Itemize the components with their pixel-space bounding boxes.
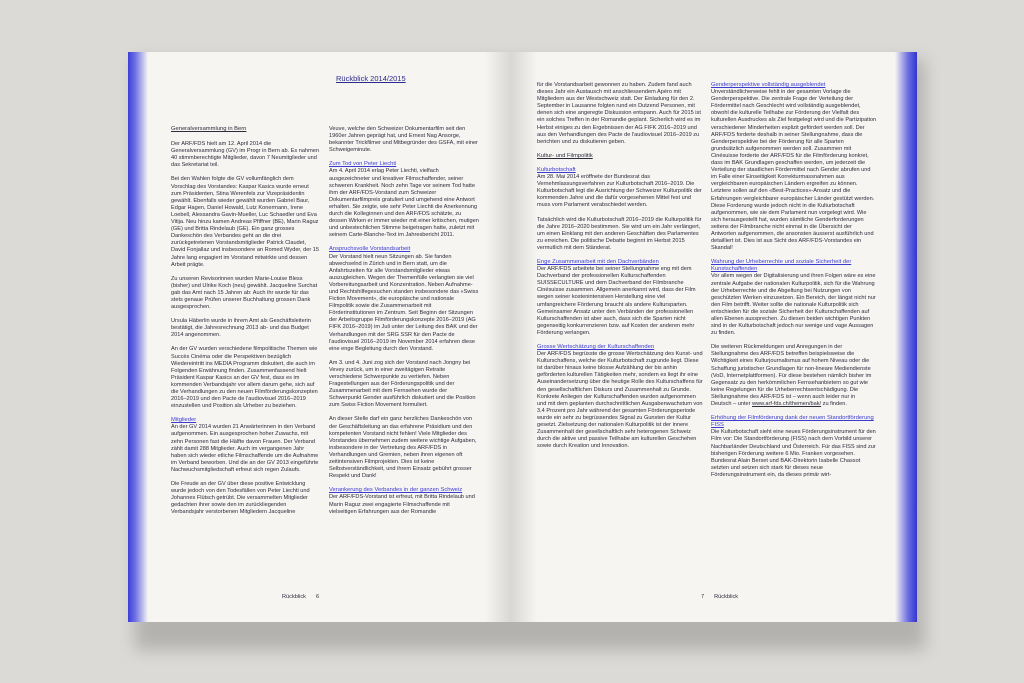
right-column-2 — [711, 82, 877, 486]
gutter-shadow — [485, 52, 511, 622]
paragraph: An der GV 2014 wurden 21 Anwärterinnen in den Verband aufgenommen. Ein ausgesprochen hoher Zuwachs, mit zehn Personen fast die Hälfte davon Frauen. Der Verband zählt damit 288 Mitglieder. Auch im vergangenen Jahr haben sich wieder etliche Filmschaffende um die Aufnahme im Verband beworben. Und die an der GV 2013 eingeführte Nachwuchsmitgliedschaft erfreut sich regen Zulaufs. — [171, 424, 319, 473]
heading-mitglieder: Mitglieder — [171, 417, 197, 424]
paragraph: Der ARF/FDS-Vorstand ist erfreut, mit Britta Rindelaub und Marin Raguz zwei engagierte Filmschaffende mit vielseitigen Erfahrungen aus der Romandie — [329, 494, 475, 515]
heading-kultur-filmpolitik: Kultur- und Filmpolitik — [537, 152, 593, 159]
paragraph: Vor allem wegen der Digitalisierung und ihren Folgen wäre es eine zentrale Aufgabe der nationalen Kulturpolitik, sich für die Wahrung der Urheberrechte und die Abgeltung bei Nutzungen von geschützten Werken einzusetzen. Ein Bereich, der längst nicht nur den Film betrifft. Weiter sollte die nationale Kulturpolitik sich entschieden für die soziale Sicherheit der Kulturschaffenden auf allen Ebenen aussprechen. Zu diesen beiden wichtigen Punkten sind in der Kulturbotschaft jedoch nur wenige und vage Aussagen zu finden. — [711, 273, 876, 337]
folio-label: Rückblick — [282, 594, 306, 600]
paragraph: Die Freude an der GV über diese positive Entwicklung wurde jedoch von den Todesfällen von Peter Liechti und Johannes Flütsch getrübt. Die versammelten Mitglieder gedachten ihrer sowie den im zurückliegenden Verbandsjahr verstorbenen Mitgliedern Jacqueline — [171, 481, 310, 516]
heading-fiss: Erhöhung der Filmförderung dank der neuen Standortförderung FISS — [711, 415, 874, 429]
heading-dachverbaende: Enge Zusammenarbeit mit den Dachverbänden — [537, 258, 659, 265]
right-page — [511, 52, 917, 622]
paragraph: Am 3. und 4. Juni zog sich der Vorstand nach Jongny bei Vevey zurück, um in einer zweitägigen Retraite verschiedene Schwerpunkte zu vertiefen. Neben Fragestellungen aus der Förderungspolitik und der Zusammenarbeit mit dem Fernsehen wurde der Schwerpunkt Gender ausführlich diskutiert und die Position zum Swiss Fiction Movement formuliert. — [329, 359, 476, 409]
paragraph: Veuve, welche den Schweizer Dokumentarfilm seit den 1960er Jahren geprägt hat, und Ernest Nag Ansorge, bekannter Trickfilmer und Mitbegründer des GSFA, mit einer Schweigeminute. — [329, 126, 478, 154]
heading-verankerung: Verankerung des Verbandes in der ganzen Schweiz — [329, 487, 463, 494]
heading-urheberrechte: Wahrung der Urheberrechte und soziale Sicherheit der Kunstschaffenden — [711, 259, 852, 273]
paragraph: Zu unseren Revisorinnen wurden Marie-Louise Bless (bisher) und Ulrike Koch (neu) gewählt. Jacqueline Surchat gab das Amt nach 15 Jahren ab: Auch ihr wurde für das stets genaue Prüfen unserer Buchhaltung grossen Dank ausgesprochen. — [171, 275, 318, 311]
paragraph: Unverständlicherweise fehlt in der gesamten Vorlage die Genderperspektive. Die zentrale Frage der Verteilung der Fördermittel nach Geschlecht wird vollständig ausgeblendet, obwohl die kulturelle Teilhabe zur Förderung der Vielfalt des kulturellen Ausdruckes als Ziel festgelegt wird und die Partizipation verschiedener Minderheiten explizit gefördert werden soll. Der ARF/FDS forderte deshalb in seiner Stellungnahme, dass die Genderperspektive bei der Förderung für alle Sparten grundsätzlich aufgenommen werden soll. Zusammen mit Cinésuisse forderte der ARF/FDS für die Filmförderung konkret, dass im BAK Grundlagen geschaffen werden, um jederzeit die Verteilung der staatlichen Fördermittel nach Gender abrufen und im Falle einer Einseitigkeit Korrekturmassnahmen aus vergleichbaren europäischen Ländern ergreifen zu können. Letztere sollen auf den «Best-Practices»-Ansatz und die Erfahrungen vergleichbarer europäischer Länder gestützt werden. Diese Forderung wurde jedoch nicht in die Kulturbotschaft aufgenommen, wie sie dem Parlament nun vorgelegt wird. Wie sich herausgestellt hat, wurden sämtliche Genderforderungen seitens der Filmbranche nicht einmal in die Übersicht der Antworten aufgenommen, die ansonsten äusserst ausführlich und detailliert ist. Dies ist aus Sicht des ARF/FDS-Vorstandes ein Skandal! — [711, 89, 877, 252]
paragraph: Ursula Häberlin wurde in ihrem Amt als Geschäftsleiterin bestätigt, die Jahresrechnung 2013 ab- und das Budget 2014 angenommen. — [171, 318, 311, 339]
left-column-1 — [171, 126, 319, 524]
right-column-1 — [537, 82, 703, 457]
paragraph: Der ARF/FDS begrüsste die grosse Wertschätzung des Kunst- und Kulturschaffens, welche der Kulturbotschaft zugrunde liegt. Diese ist darüber hinaus keine blosse Aufzählung der bis anhin geförderten kulturellen Tätigkeiten mehr, sondern es liegt ihr eine Auseinandersetzung über die heutige Rolle des Kulturschaffens für den gesellschaftlichen Diskurs und Zusammenhalt zu Grunde. Konkrete Anliegen der Kulturschaffenden wurden aufgenommen und mit dem geplanten durchschnittlichen Ausgabenwachstum von 3,4 Prozent pro Jahr während der gesamten Förderungsperiode wurde ein sehr zu begrüssendes Signal zu Gunsten der Kultur gesetzt. Zielsetzung der nationalen Kulturpolitik ist der innere Zusammenhalt der gesellschaftlich sehr heterogenen Schweiz durch die aktive und passive Teilhabe am kulturellen Geschehen sowie durch Kreation und Innovation. — [537, 351, 703, 450]
stellungnahme-link[interactable]: www.arf-fds.ch/themen/bak/ — [752, 401, 822, 408]
left-page — [128, 52, 511, 622]
paragraph: Der ARF/FDS hielt am 12. April 2014 die Generalversammlung (GV) im Progr in Bern ab. Es nahmen 40 stimmberechtigte Mitglieder, davon 7 Neumitglieder und das Sekretariat teil. — [171, 141, 319, 169]
heading-genderperspektive: Genderperspektive vollständig ausgeblendet — [711, 82, 826, 88]
folio-left — [282, 594, 329, 600]
page-number: 7 — [701, 594, 705, 600]
left-column-2 — [329, 126, 479, 523]
page-edge-color — [895, 52, 917, 622]
heading-kulturbotschaft: Kulturbotschaft — [537, 166, 576, 173]
heading-tod-liechti: Zum Tod von Peter Liechti — [329, 161, 397, 168]
folio-label: Rückblick — [714, 594, 739, 600]
page-number: 6 — [315, 594, 320, 600]
folio-right — [701, 594, 748, 600]
paragraph: Die Kulturbotschaft sieht eine neues Förderungsinstrument für den Film vor: Die Standortförderung (FISS) nach dem Vorbild unserer Nachbarländer Deutschland und Österreich. Für das FISS sind zur bisherigen Förderung weitere 6 Mio. Franken vorgesehen. Bundesrat Alain Berset und BAK-Direktorin Isabelle Chassot setzten und setzen sich stark für dieses neue Förderungsinstrument ein, da dieses primär wirt- — [711, 429, 876, 478]
paragraph: Am 4. April 2014 erlag Peter Liechti, vielfach ausgezeichneter und kreativer Filmschaffender, seiner schweren Krankheit. Noch zehn Tage vor seinem Tod hatte ihm der ARF/FDS-Vorstand zum Schweizer Dokumentarfilmpreis gratuliert und umgehend eine Antwort erhalten. Sie zeigte, wie sehr Peter Liechti die Anerkennung durch die Kolleginnen und den ARF/FDS schätzte, zu dessen Wirken er immer wieder mit einer kritischen, mutigen und unbestechlichen Stimme beigetragen hatte, zuletzt mit seinem Carte-Blanche-Text im Jahresbericht 2011. — [329, 168, 479, 239]
paragraph: An der GV wurden verschiedene filmpolitische Themen wie Succès Cinéma oder die Perspektiven bezüglich Wiedereintritt ins MEDIA Programm diskutiert, die auch im Folgenden Erwähnung finden. Zusammenfassend hielt Präsident Kaspar Kasics an der GV fest, dass es im kommenden Verbandsjahr vor allem darum gehe, sich auf die Verhandlungen zu den neuen Filmförderungskonzepten 2016–2019 und den Pacte de l'audiovisuel 2016–2019 einzustellen und Position als Urheber zu beziehen. — [171, 346, 318, 410]
heading-wertschaetzung: Grosse Wertschätzung der Kulturschaffenden — [537, 344, 655, 350]
paragraph: Der ARF/FDS arbeitete bei seiner Stellungnahme eng mit dem Dachverband der professionellen Kulturschaffenden SUISSECULTURE und dem Dachverband der Filmbranche Cinésuisse zusammen. Allgemein anerkannt wird, dass der Film wegen seiner kostenintensiven Herstellung eine viel umfangreichere Förderung braucht als andere Kultursparten. Gemeinsamer Ansatz unter den Verbänden der professionellen Kulturschaffenden ist aber auch, dass sich die Sparten nicht gegenseitig konkurrenzieren bzw. auf Kosten der anderen mehr Förderung verlangen. — [537, 266, 696, 336]
paragraph-text: zu finden. — [821, 401, 847, 408]
paragraph: Bei den Wahlen folgte die GV vollumfänglich dem Vorschlag des Vorstandes: Kaspar Kasics wurde erneut zum Präsidenten, Stina Werenfels zur Vizepräsidentin gewählt. Ebenfalls wieder gewählt wurden Gabriel Baur, Edgar Hagen, Daniel Howald, Lutz Konermann, Irene Loebell, Alessandra Gavin-Mueller, Luc Schaedler und Eva Vitija. Neu hinzu kamen Andreas Pfiffner (BE), Marin Raguz (GE) und Britta Rindelaub (GE). Ein ganz grosses Dankeschön des Verbandes geht an die drei zurückgetretenen Vorstandsmitglieder Patrick Claudet, David Fonjallaz und insbesondere an Romed Wyder, der 15 Jahre lang engagiert im Vorstand mitwirkte und dessen Arbeit prägte. — [171, 176, 319, 268]
heading-generalversammlung: Generalversammlung in Bern — [171, 126, 247, 132]
gutter-shadow — [511, 52, 537, 622]
running-head: Rückblick 2014/2015 — [336, 74, 406, 83]
paragraph — [711, 344, 877, 408]
paragraph: An dieser Stelle darf ein ganz herzliches Dankeschön von der Geschäftsleitung an das erfahrene Präsidium und den kompetenten Vorstand nicht fehlen! Viele Mitglieder des Vorstandes übernehmen zudem weitere wichtige Aufgaben, insbesondere in der Vertretung des ARF/FDS in Verhandlungen und Gremien, neben ihren eigenen oft zeitintensiven Filmprojekten. Dies ist keine Selbstverständlichkeit, und ihrem Einsatz gebührt grosser Respekt und Dank! — [329, 416, 477, 480]
heading-vorstandsarbeit: Anspruchsvolle Vorstandsarbeit — [329, 246, 411, 253]
paragraph: Tatsächlich wird die Kulturbotschaft 2016–2019 die Kulturpolitik für die Jahre 2016–2020 bestimmen. Sie wird um ein Jahr verlängert, um einen Einklang mit den anderen Geschäften des Parlamentes zu erreichen. Die politische Debatte beginnt im Herbst 2015 vermutlich mit dem Ständerat. — [537, 216, 702, 251]
paragraph-text: Die weiteren Rückmeldungen und Anregungen in der Stellungnahme des ARF/FDS betreffen beispielsweise die Wichtigkeit eines Kulturjournalismus auf hohem Niveau oder die Schaffung juristischer Grundlagen für non-lineare Mediendienste (VoD, Internetplattformen). Für diese bestehen nämlich bisher im Gegensatz zu den herkömmlichen Fernsehanbietern so gut wie keine Regelungen für die Urheberrechtsentschädigung. Die Stellungnahme des ARF/FDS ist – wenn auch leider nur in Deutsch – unter — [711, 344, 872, 408]
paragraph: Am 28. Mai 2014 eröffnete der Bundesrat das Vernehmlassungsverfahren zur Kulturbotschaft 2016–2019. Die Kulturbotschaft legt die Ausrichtung der Schweizer Kulturpolitik der kommenden Jahre und die dafür vorgesehenen Mittel fest und muss vom Parlament verabschiedet werden. — [537, 174, 702, 209]
page-edge-color — [128, 52, 148, 622]
paragraph: Der Vorstand hielt neun Sitzungen ab. Sie fanden abwechselnd in Zürich und in Bern statt, um die Anfahrtszeiten für alle Vorstandsmitglieder etwas auszugleichen. Wegen der Themenfülle verlangten sie viel Vorbereitungsarbeit und Konzentration. Neben Aufnahme- und Rechtshilfegesuchen standen insbesondere das «Swiss Fiction Movement», die europäische und nationale Filmpolitik sowie die Zusammenarbeit mit Förderinstitutionen im Zentrum. Seit Beginn der Sitzungen der Arbeitsgruppe Filmförderungskonzepte 2016–2019 (AG FIFK 2016–2019) im Juli unter der Leitung des BAK und der Verhandlungen mit der SRG SSR für den Pacte de l'audiovisuel 2016–2019 im November 2014 erfahren diese eine enge Begleitung durch den Vorstand. — [329, 253, 479, 352]
paragraph: für die Vorstandsarbeit gewonnen zu haben. Zudem fand auch dieses Jahr ein Austausch mit anschliessendem Apéro mit Mitgliedern aus der Westschweiz statt. Der Einladung für den 2. September in Lausanne folgten rund ein Dutzend Personen, mit denen sich eine angeregte Diskussion entspann. Auch für 2015 ist ein solches Treffen in der Romandie geplant. Sicherlich wird es im Herbst einiges zu den Ergebnissen der AG FIFK 2016–2019 und aus den Verhandlungen des Pacte de l'audiovisuel 2016–2019 zu berichten und zu diskutieren geben. — [537, 82, 701, 145]
